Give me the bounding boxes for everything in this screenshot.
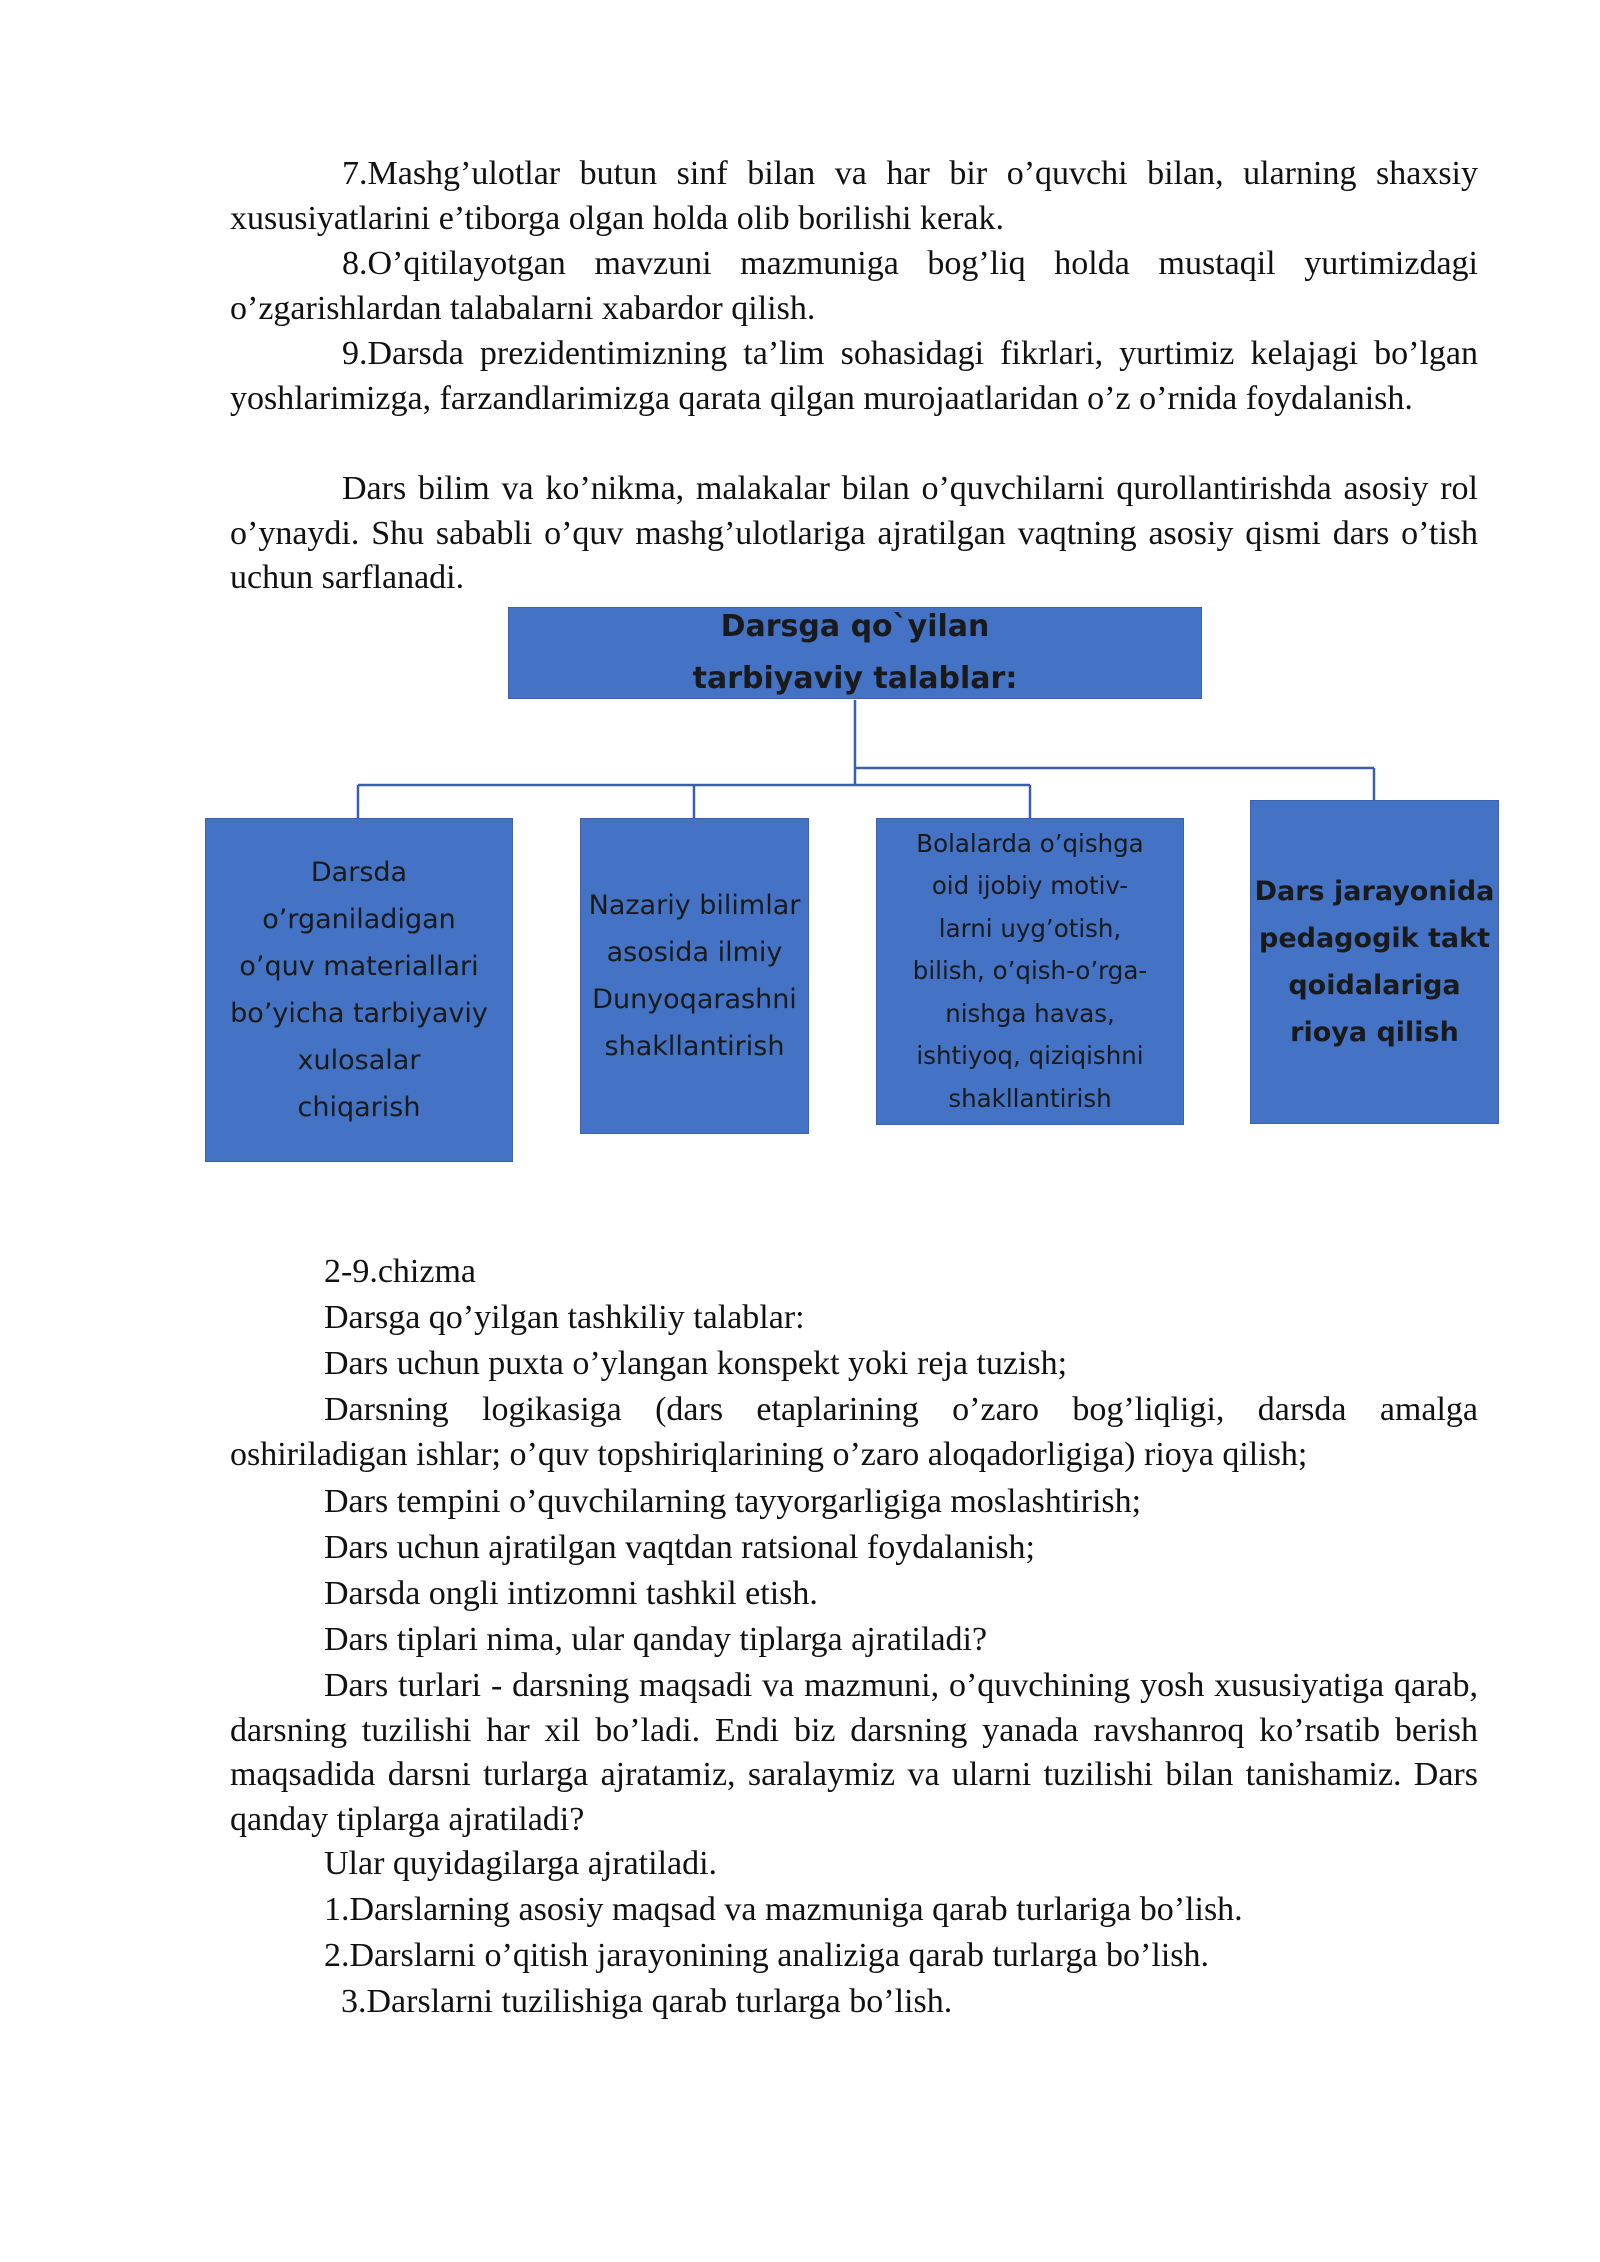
diagram-title-line1: Darsga qo`yilan xyxy=(720,609,990,644)
diagram-title-line2: tarbiyaviy talablar: xyxy=(692,661,1018,696)
box2-line: asosida ilmiy xyxy=(606,937,783,968)
box1-line: bo’yicha tarbiyaviy xyxy=(230,998,488,1029)
box3-line: shakllantirish xyxy=(948,1083,1112,1113)
paragraph-logic: Darsning logikasiga (dars etaplarining o’zaro bog’liqligi, darsda amalga oshiriladigan ishlar; o’quv topshiriqlarining o’zaro aloqadorligiga) rioya qilish; xyxy=(230,1391,1478,1473)
box2-line: Dunyoqarashni xyxy=(592,984,797,1015)
box3-line: ishtiyoq, qiziqishni xyxy=(916,1041,1144,1071)
box3-line: larni uyg’otish, xyxy=(938,913,1122,943)
box3-line: oid ijobiy motiv- xyxy=(931,871,1129,901)
paragraph-7: 7.Mashg’ulotlar butun sinf bilan va har bir o’quvchi bilan, ularning shaxsiy xususiyatlarini e’tiborga olgan holda olib borilishi kerak. xyxy=(230,155,1478,237)
text-line: Dars tiplari nima, ular qanday tiplarga ajratiladi? xyxy=(324,1621,988,1658)
text-line: Dars uchun puxta o’ylangan konspekt yoki reja tuzish; xyxy=(324,1345,1068,1382)
box2-line: Nazariy bilimlar xyxy=(588,890,801,921)
diagram-box-1 xyxy=(205,818,513,1162)
paragraph-dars-bilim: Dars bilim va ko’nikma, malakalar bilan o’quvchilarni qurollantirishda asosiy rol o’ynaydi. Shu sababli o’quv mashg’ulotlariga ajratilgan vaqtning asosiy qismi dars o’tish uchun sarflanadi. xyxy=(230,470,1478,596)
box1-line: o’quv materiallari xyxy=(239,951,479,982)
text-line: Dars uchun ajratilgan vaqtdan ratsional foydalanish; xyxy=(324,1529,1035,1566)
diagram-box-4 xyxy=(1250,800,1499,1124)
text-line: Darsga qo’yilgan tashkiliy talablar: xyxy=(324,1299,805,1336)
text-line: Ular quyidagilarga ajratiladi. xyxy=(324,1845,718,1882)
list-item: 1.Darslarning asosiy maqsad va mazmuniga qarab turlariga bo’lish. xyxy=(324,1891,1243,1928)
list-item: 2.Darslarni o’qitish jarayonining analiziga qarab turlarga bo’lish. xyxy=(324,1937,1209,1974)
diagram-title-box xyxy=(508,607,1202,699)
diagram-box-2 xyxy=(580,818,809,1134)
box4-line: rioya qilish xyxy=(1290,1017,1459,1048)
box1-line: Darsda xyxy=(310,857,408,888)
paragraph-9: 9.Darsda prezidentimizning ta’lim sohasidagi fikrlari, yurtimiz kelajagi bo’lgan yoshlarimizga, farzandlarimizga qarata qilgan murojaatlaridan o’z o’rnida foydalanish. xyxy=(230,335,1478,417)
box4-line: pedagogik takt xyxy=(1259,923,1490,954)
figure-caption: 2-9.chizma xyxy=(324,1253,476,1290)
box1-line: chiqarish xyxy=(297,1092,421,1123)
box1-line: xulosalar xyxy=(297,1045,421,1076)
box4-line: Dars jarayonida xyxy=(1254,876,1495,907)
box3-line: bilish, o’qish-o’rga- xyxy=(912,956,1148,986)
list-item: 3.Darslarni tuzilishiga qarab turlarga bo’lish. xyxy=(341,1983,953,2020)
text-line: Dars tempini o’quvchilarning tayyorgarligiga moslashtirish; xyxy=(324,1483,1142,1520)
box4-line: qoidalariga xyxy=(1288,970,1461,1001)
box3-line: Bolalarda o’qishga xyxy=(916,828,1144,858)
paragraph-8: 8.O’qitilayotgan mavzuni mazmuniga bog’liq holda mustaqil yurtimizdagi o’zgarishlardan talabalarni xabardor qilish. xyxy=(230,245,1478,327)
box1-line: o’rganiladigan xyxy=(262,904,456,935)
paragraph-dars-turlari: Dars turlari - darsning maqsadi va mazmuni, o’quvchining yosh xususiyatiga qarab, darsning tuzilishi har xil bo’ladi. Endi biz darsning yanada ravshanroq ko’rsatib berish maqsadida darsni turlarga ajratamiz, saralaymiz va ularni tuzilishi bilan tanishamiz. Dars qanday tiplarga ajratiladi? xyxy=(230,1667,1478,1838)
text-line: Darsda ongli intizomni tashkil etish. xyxy=(324,1575,818,1612)
box2-line: shakllantirish xyxy=(604,1031,785,1062)
box3-line: nishga havas, xyxy=(945,998,1115,1028)
diagram-box-3 xyxy=(876,818,1184,1125)
